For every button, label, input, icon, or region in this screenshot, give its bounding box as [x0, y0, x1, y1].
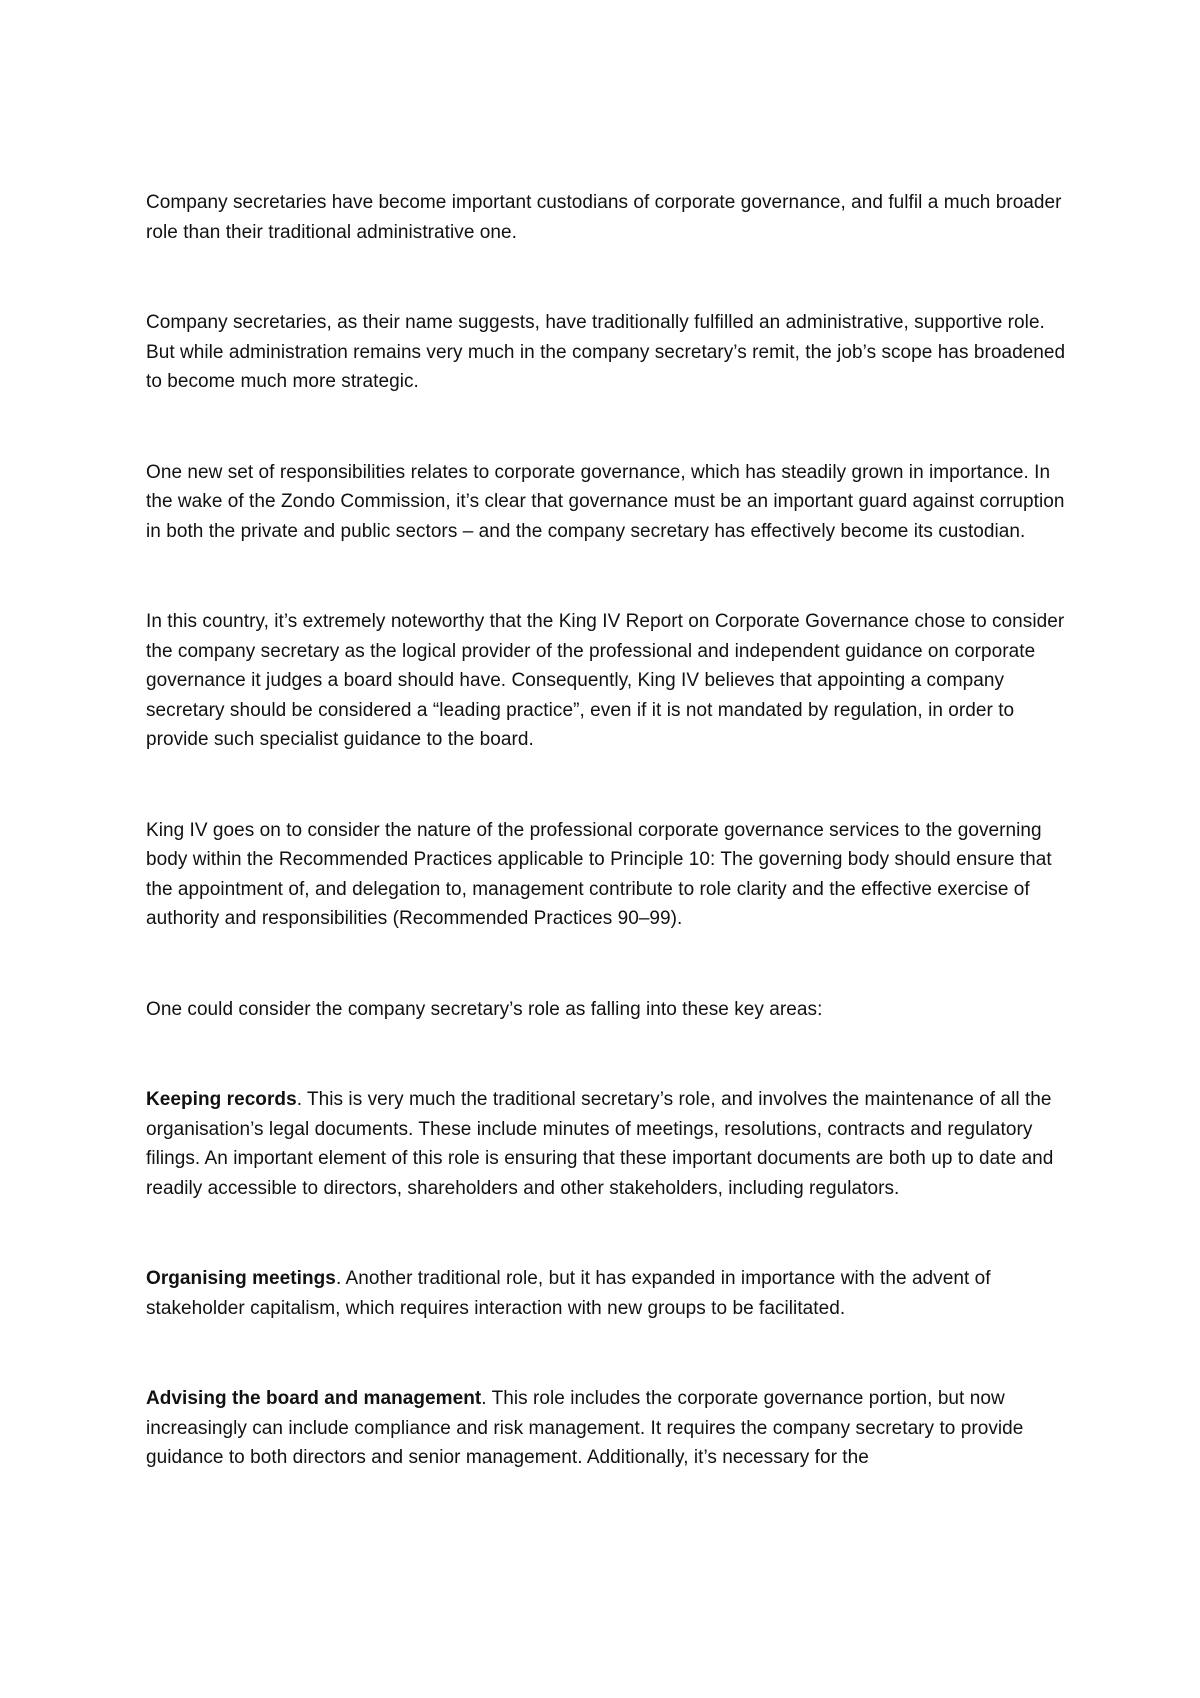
paragraph-king-iv-report — [146, 607, 1076, 755]
paragraph-text: Company secretaries have become important custodians of corporate governance, and fulfil a much broader role than their traditional administrative one. — [146, 192, 1062, 243]
paragraph-text: In this country, it’s extremely noteworthy that the King IV Report on Corporate Governance chose to consider the company secretary as the logical provider of the professional and independent guidance on corporate governance it judges a board should have. Consequently, King IV believes that appointing a company secretary should be considered a “leading practice”, even if it is not mandated by regulation, in order to provide such specialist guidance to the board. — [146, 611, 1065, 750]
paragraph-lead: Advising the board and management — [146, 1388, 482, 1409]
paragraph-keeping-records — [146, 1085, 1076, 1203]
paragraph-traditional-role — [146, 308, 1076, 397]
document-body — [146, 188, 1076, 1473]
paragraph-text: Company secretaries, as their name suggests, have traditionally fulfilled an administrative, supportive role. But while administration remains very much in the company secretary’s remit, the job’s scope has broadened to become much more strategic. — [146, 312, 1066, 392]
paragraph-advising-board — [146, 1384, 1076, 1473]
paragraph-principle-10 — [146, 816, 1076, 934]
paragraph-text: . This is very much the traditional secretary’s role, and involves the maintenance of all the organisation’s legal documents. These include minutes of meetings, resolutions, contracts and regulatory filings. An important element of this role is ensuring that these important documents are both up to date and readily accessible to directors, shareholders and other stakeholders, including regulators. — [146, 1089, 1054, 1199]
paragraph-text: . Another traditional role, but it has expanded in importance with the advent of stakeholder capitalism, which requires interaction with new groups to be facilitated. — [146, 1268, 991, 1319]
paragraph-intro — [146, 188, 1076, 247]
paragraph-organising-meetings — [146, 1264, 1076, 1323]
paragraph-text: King IV goes on to consider the nature of the professional corporate governance services to the governing body within the Recommended Practices applicable to Principle 10: The governing body should ensure that the appointment of, and delegation to, management contribute to role clarity and the effective exercise of authority and responsibilities (Recommended Practices 90–99). — [146, 819, 1052, 929]
paragraph-lead: Keeping records — [146, 1089, 297, 1110]
paragraph-lead: Organising meetings — [146, 1268, 336, 1289]
paragraph-text: One could consider the company secretary’s role as falling into these key areas: — [146, 998, 823, 1020]
paragraph-text: One new set of responsibilities relates to corporate governance, which has steadily grown in importance. In the wake of the Zondo Commission, it’s clear that governance must be an important guard against corruption in both the private and public sectors – and the company secretary has effectively become its custodian. — [146, 461, 1065, 542]
paragraph-text: . This role includes the corporate governance portion, but now increasingly can include compliance and risk management. It requires the company secretary to provide guidance to both directors and senior management. Additionally, it’s necessary for the — [146, 1388, 1024, 1468]
paragraph-key-areas — [146, 995, 1076, 1025]
paragraph-governance-responsibilities — [146, 458, 1076, 547]
